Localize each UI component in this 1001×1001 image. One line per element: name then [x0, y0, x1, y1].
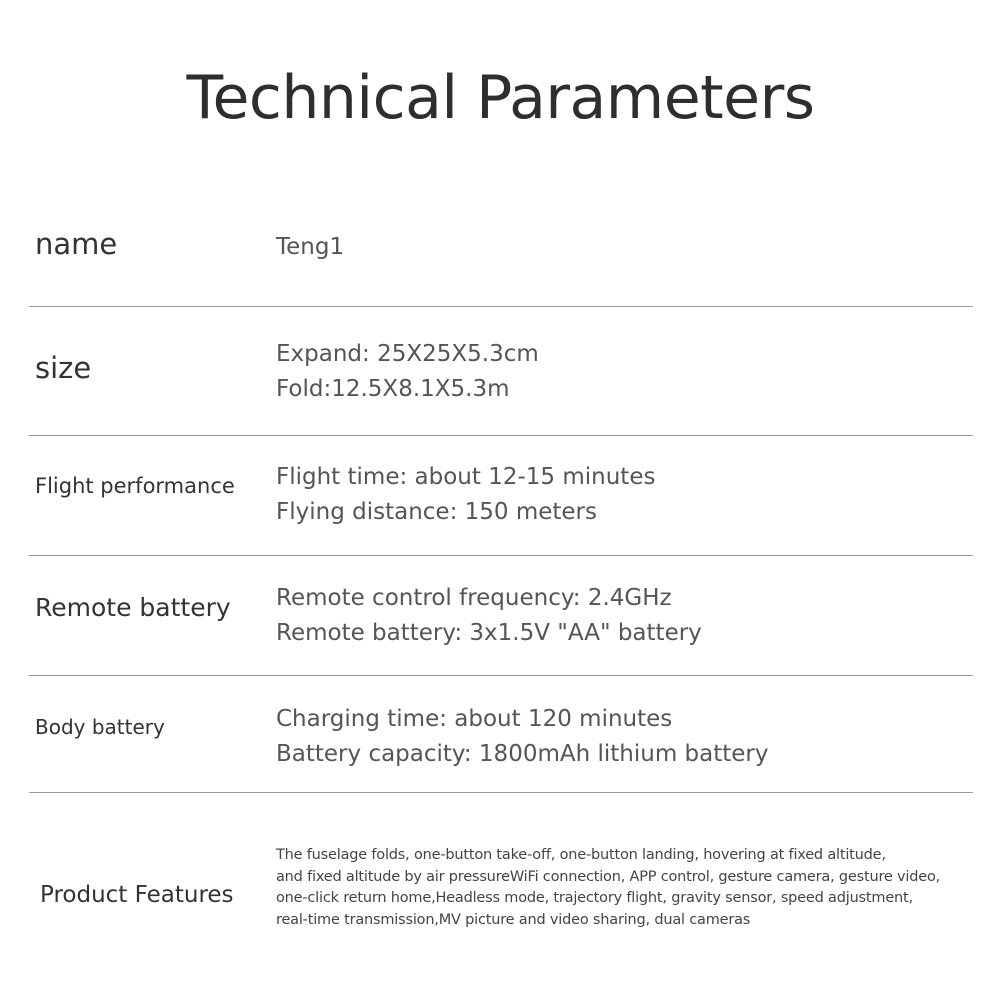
- row-value-name: [276, 232, 344, 262]
- row-divider: [29, 792, 973, 793]
- row-value-size: [276, 337, 539, 407]
- value-line: Expand: 25X25X5.3cm: [276, 341, 539, 367]
- row-value-body-battery: [276, 702, 769, 772]
- value-line: Teng1: [276, 234, 345, 260]
- row-label-product-features: Product Features: [40, 882, 234, 908]
- value-line: Fold:12.5X8.1X5.3m: [276, 376, 510, 402]
- row-value-remote-battery: [276, 581, 702, 651]
- value-line: Remote control frequency: 2.4GHz: [276, 585, 672, 611]
- row-divider: [29, 306, 973, 307]
- value-line: Remote battery: 3x1.5V "AA" battery: [276, 620, 702, 646]
- row-label-flight-performance: Flight performance: [35, 474, 235, 498]
- value-line: Charging time: about 120 minutes: [276, 706, 673, 732]
- row-divider: [29, 555, 973, 556]
- row-divider: [29, 675, 973, 676]
- value-line: Battery capacity: 1800mAh lithium battery: [276, 741, 769, 767]
- row-divider: [29, 435, 973, 436]
- value-line: and fixed altitude by air pressureWiFi connection, APP control, gesture camera, gesture video,: [276, 868, 941, 885]
- page-title: Technical Parameters: [186, 63, 815, 133]
- value-line: one-click return home,Headless mode, trajectory flight, gravity sensor, speed adjustment,: [276, 890, 913, 906]
- row-label-name: name: [35, 227, 118, 261]
- row-label-body-battery: Body battery: [35, 715, 165, 739]
- value-line: Flying distance: 150 meters: [276, 499, 598, 525]
- value-line: The fuselage folds, one-button take-off, one-button landing, hovering at fixed altitude,: [276, 847, 886, 863]
- row-value-product-features: [276, 845, 940, 931]
- row-label-size: size: [35, 351, 92, 385]
- value-line: Flight time: about 12-15 minutes: [276, 464, 656, 490]
- value-line: real-time transmission,MV picture and video sharing, dual cameras: [276, 911, 751, 928]
- row-label-remote-battery: Remote battery: [35, 593, 231, 622]
- row-value-flight-performance: [276, 460, 655, 530]
